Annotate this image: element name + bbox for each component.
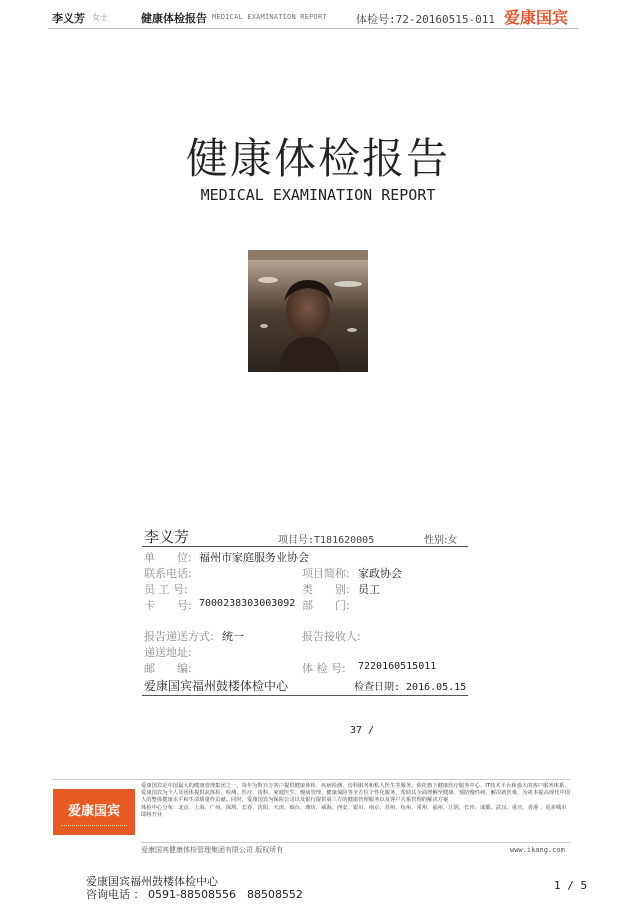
patient-gender: 性别:女 [424, 535, 458, 546]
info-top-divider [142, 546, 468, 547]
footer-page-number: 1 / 5 [554, 879, 588, 892]
delivery-method-label: 报告递送方式: [144, 630, 214, 643]
exam-no-value: 7220160515011 [358, 661, 437, 672]
project-number: 项目号:T181620005 [278, 535, 375, 546]
card-no-value: 7000238303003092 [199, 598, 296, 609]
footer-center-name: 爱康国宾福州鼓楼体检中心 [86, 875, 218, 888]
exam-center-name: 爱康国宾福州鼓楼体检中心 [144, 679, 289, 693]
department-label: 部 门: [302, 599, 350, 612]
header-patient-title: 女士 [92, 13, 108, 22]
address-label: 递送地址: [144, 646, 192, 659]
phone-label: 联系电话: [144, 567, 192, 580]
footer-logo-text: 爱康国宾 [67, 804, 120, 819]
footer-intro [141, 783, 571, 819]
exam-no-label: 体 检 号: [302, 662, 346, 675]
category-label: 类 别: [302, 583, 350, 596]
footer-website-link[interactable]: www.ikang.com [510, 846, 565, 854]
staff-no-label: 员 工 号: [144, 583, 188, 596]
card-no-label: 卡 号: [144, 599, 192, 612]
delivery-method-value: 统一 [222, 630, 244, 643]
page-indicator: 37 / [350, 725, 375, 736]
header-brand-logo: 爱康国宾 [504, 8, 569, 27]
footer-copyright: 爱康国宾健康体检管理集团有限公司 版权所有 [141, 846, 284, 854]
patient-name: 李义芳 [144, 528, 190, 546]
footer-logo-divider [61, 825, 127, 826]
footer-top-divider [52, 779, 570, 780]
header-exam-number: 体检号:72-20160515-011 [356, 13, 495, 26]
header-patient-name: 李义芳 [52, 12, 85, 25]
category-value: 员工 [358, 583, 380, 596]
zip-label: 邮 编: [144, 662, 192, 675]
check-date: 检查日期: 2016.05.15 [354, 682, 467, 693]
footer-consult-phone: 咨询电话 ： 0591-88508556 88508552 [86, 888, 303, 901]
cover-subtitle: MEDICAL EXAMINATION REPORT [200, 186, 436, 204]
patient-photo [248, 250, 368, 372]
footer-mid-divider [141, 842, 571, 843]
patient-photo-image [248, 250, 368, 372]
header-divider [48, 28, 578, 29]
header-report-title-en: MEDICAL EXAMINATION REPORT [212, 13, 327, 21]
info-bottom-divider [142, 695, 468, 696]
header-report-title: 健康体检报告 [141, 12, 207, 25]
abbr-label: 项目简称: [302, 567, 350, 580]
receiver-label: 报告接收人: [302, 630, 361, 643]
footer-brand-logo [53, 789, 135, 835]
footer-intro-text: 爱康国宾是中国最大的健康管理集团之一，每年为数百万客户提供健康体检、疾病检测、齿科服务和私人医生等服务。依托旗下健康医疗服务中心、IT技术平台和强大的客户服务体系，爱康国宾为个人及团体提供从体检、检测、医疗、齿科、家庭医生、慢病管理、健康保险等全方位个性化服务，帮助其全面理解至健康、预防慢性病、解决就医难，为祖本提高现代中国人的整体健康水平和生命质量作贡献。同时，爱康国宾为保险公司以及银行提供第三方的健康管理服务以及客户关系管理的解决方案 [141, 783, 571, 804]
abbr-value: 家政协会 [358, 567, 402, 580]
cover-title: 健康体检报告 [185, 134, 450, 183]
footer-centers-text: 体检中心分布：北京、上海、广州、深圳、长春、沈阳、天津、烟台、潍坊、威海、西安、银川、南京、苏州、杭州、常州、福州、江阴、长沙、成都、武汉、重庆、香港 、更多城市即将开业 [141, 804, 567, 818]
unit-value: 福州市家庭服务业协会 [199, 551, 309, 564]
unit-label: 单 位: [144, 551, 192, 564]
